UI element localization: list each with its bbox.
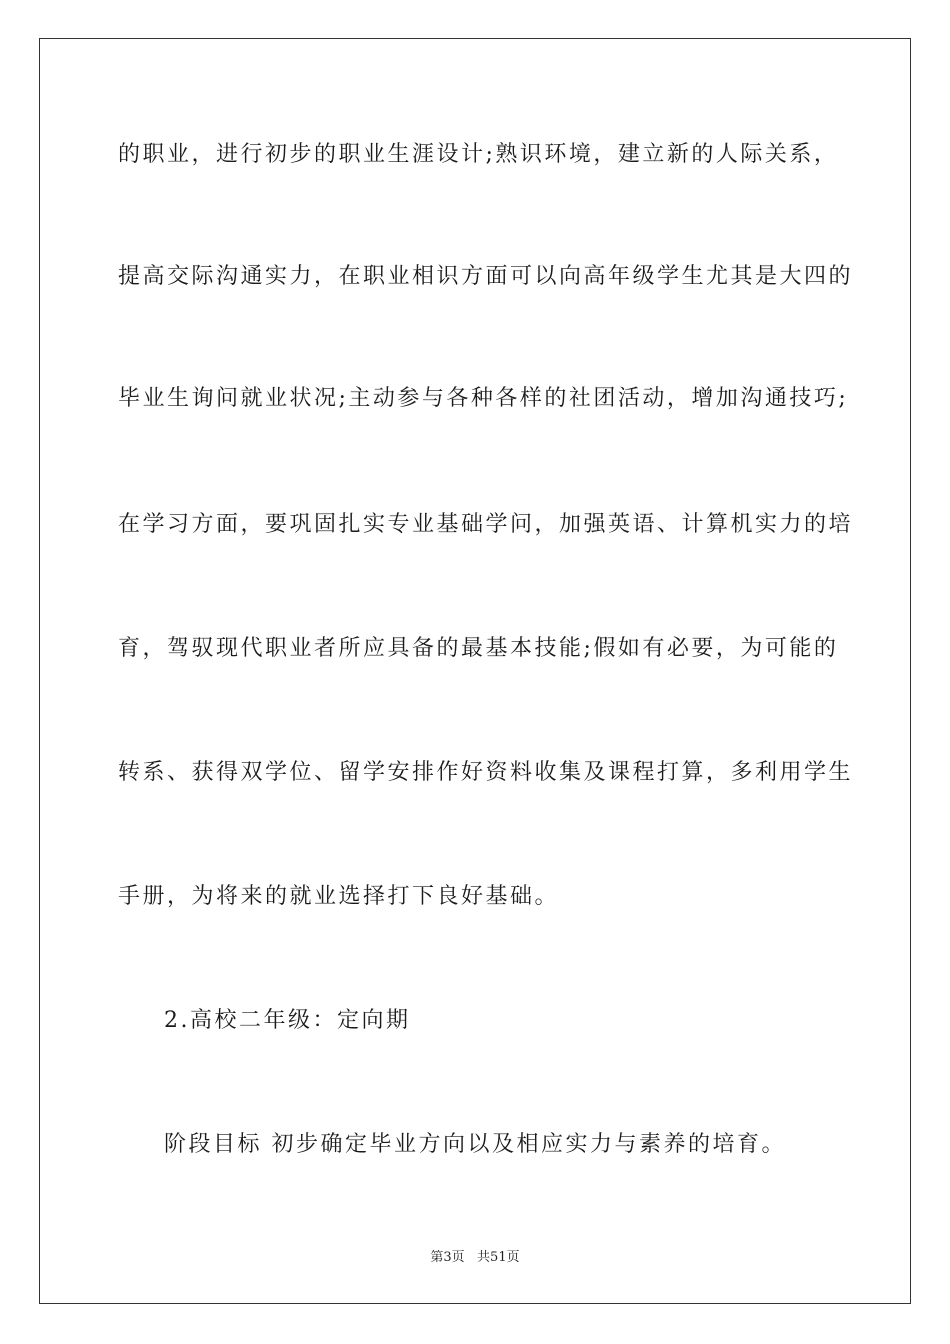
body-text-line-5: 育，驾驭现代职业者所应具备的最基本技能;假如有必要，为可能的 — [118, 636, 839, 661]
page-number-footer: 第3页 共51页 — [430, 1250, 520, 1265]
stage-goal-text: 阶段目标 初步确定毕业方向以及相应实力与素养的培育。 — [164, 1132, 786, 1157]
body-text-line-6: 转系、获得双学位、留学安排作好资料收集及课程打算，多利用学生 — [118, 760, 854, 785]
body-text-line-2: 提高交际沟通实力，在职业相识方面可以向高年级学生尤其是大四的 — [118, 264, 854, 289]
body-text-line-1: 的职业，进行初步的职业生涯设计;熟识环境，建立新的人际关系， — [118, 142, 839, 167]
page-border — [39, 38, 911, 1304]
body-text-line-3: 毕业生询问就业状况;主动参与各种各样的社团活动，增加沟通技巧; — [118, 386, 849, 411]
body-text-line-4: 在学习方面，要巩固扎实专业基础学问，加强英语、计算机实力的培 — [118, 512, 854, 537]
section-heading: 2.高校二年级：定向期 — [164, 1008, 411, 1033]
body-text-line-7: 手册，为将来的就业选择打下良好基础。 — [118, 884, 560, 909]
